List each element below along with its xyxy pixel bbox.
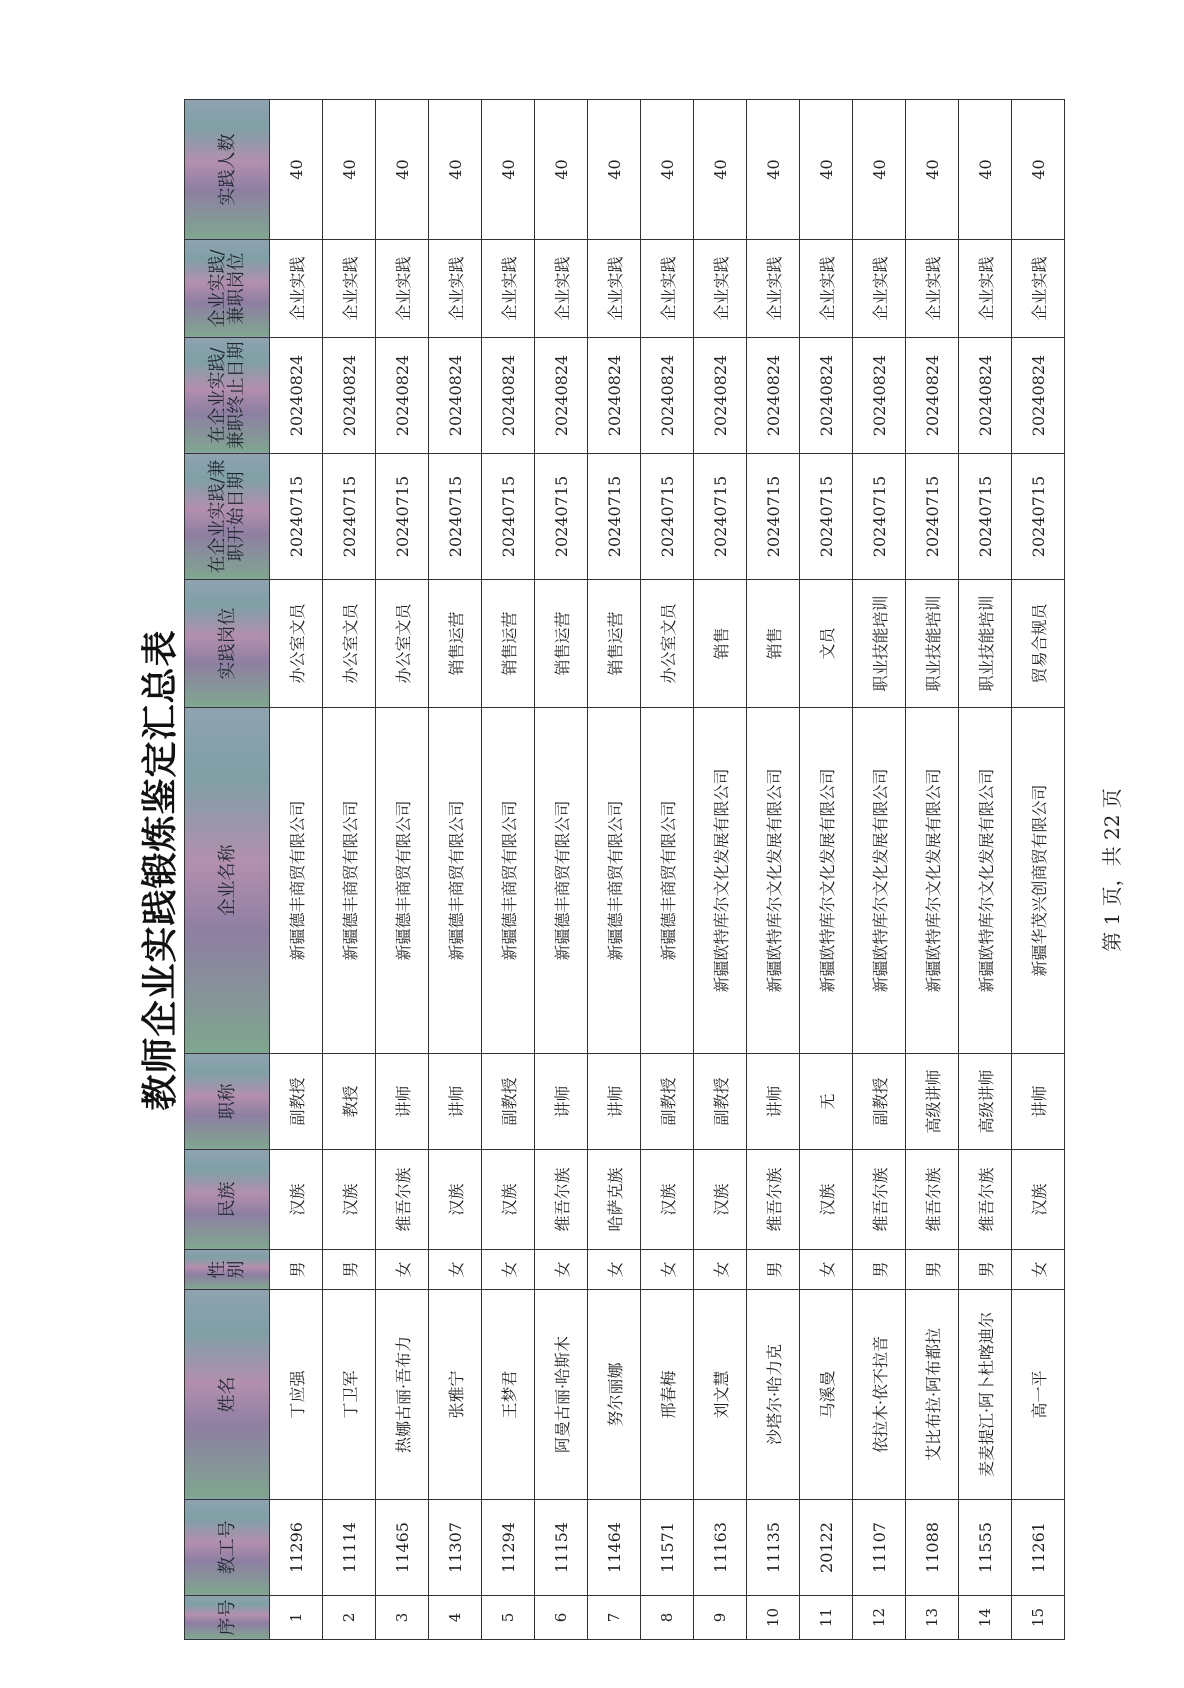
cell-emp-id: 11296 <box>270 1500 323 1596</box>
cell-gender: 女 <box>482 1250 535 1290</box>
cell-post: 企业实践 <box>323 240 376 338</box>
table-body <box>270 100 1065 1640</box>
cell-company: 新疆欧特库尔文化发展有限公司 <box>694 708 747 1054</box>
cell-idx: 5 <box>482 1596 535 1640</box>
cell-position: 销售运营 <box>588 580 641 708</box>
cell-start: 20240715 <box>694 454 747 580</box>
cell-end: 20240824 <box>482 338 535 454</box>
cell-ethnicity: 维吾尔族 <box>906 1150 959 1250</box>
cell-company: 新疆华茂兴创商贸有限公司 <box>1012 708 1065 1054</box>
table-row <box>270 100 323 1640</box>
cell-position: 销售 <box>747 580 800 708</box>
cell-idx: 13 <box>906 1596 959 1640</box>
cell-post: 企业实践 <box>429 240 482 338</box>
cell-company: 新疆德丰商贸有限公司 <box>376 708 429 1054</box>
table-row <box>800 100 853 1640</box>
cell-start: 20240715 <box>1012 454 1065 580</box>
cell-end: 20240824 <box>694 338 747 454</box>
cell-start: 20240715 <box>906 454 959 580</box>
cell-company: 新疆德丰商贸有限公司 <box>429 708 482 1054</box>
cell-company: 新疆欧特库尔文化发展有限公司 <box>853 708 906 1054</box>
cell-emp-id: 11135 <box>747 1500 800 1596</box>
cell-position: 职业技能培训 <box>906 580 959 708</box>
table-row <box>853 100 906 1640</box>
cell-gender: 女 <box>800 1250 853 1290</box>
cell-post: 企业实践 <box>853 240 906 338</box>
cell-idx: 2 <box>323 1596 376 1640</box>
page-footer: 第 1 页，共 22 页 <box>1100 788 1124 952</box>
cell-emp-id: 11163 <box>694 1500 747 1596</box>
cell-company: 新疆德丰商贸有限公司 <box>482 708 535 1054</box>
cell-start: 20240715 <box>959 454 1012 580</box>
table-row <box>1012 100 1065 1640</box>
cell-name: 阿曼古丽·哈斯木 <box>535 1290 588 1500</box>
cell-title: 副教授 <box>694 1054 747 1150</box>
cell-position: 销售运营 <box>482 580 535 708</box>
cell-idx: 3 <box>376 1596 429 1640</box>
cell-title: 讲师 <box>429 1054 482 1150</box>
cell-ethnicity: 哈萨克族 <box>588 1150 641 1250</box>
cell-ethnicity: 汉族 <box>641 1150 694 1250</box>
cell-start: 20240715 <box>482 454 535 580</box>
cell-company: 新疆德丰商贸有限公司 <box>270 708 323 1054</box>
cell-ethnicity: 汉族 <box>800 1150 853 1250</box>
cell-post: 企业实践 <box>588 240 641 338</box>
cell-name: 马溪曼 <box>800 1290 853 1500</box>
cell-ethnicity: 维吾尔族 <box>747 1150 800 1250</box>
cell-count: 40 <box>535 100 588 240</box>
cell-count: 40 <box>323 100 376 240</box>
table-row <box>482 100 535 1640</box>
cell-post: 企业实践 <box>959 240 1012 338</box>
cell-end: 20240824 <box>747 338 800 454</box>
cell-ethnicity: 汉族 <box>323 1150 376 1250</box>
cell-name: 热娜古丽·吾布力 <box>376 1290 429 1500</box>
cell-title: 讲师 <box>535 1054 588 1150</box>
cell-name: 邢春梅 <box>641 1290 694 1500</box>
cell-idx: 4 <box>429 1596 482 1640</box>
cell-gender: 女 <box>535 1250 588 1290</box>
cell-gender: 男 <box>906 1250 959 1290</box>
header-name: 姓名 <box>185 1290 270 1500</box>
cell-start: 20240715 <box>747 454 800 580</box>
cell-position: 办公室文员 <box>376 580 429 708</box>
cell-emp-id: 11294 <box>482 1500 535 1596</box>
cell-ethnicity: 汉族 <box>270 1150 323 1250</box>
cell-emp-id: 11107 <box>853 1500 906 1596</box>
cell-position: 职业技能培训 <box>959 580 1012 708</box>
cell-end: 20240824 <box>906 338 959 454</box>
cell-end: 20240824 <box>853 338 906 454</box>
cell-idx: 1 <box>270 1596 323 1640</box>
cell-company: 新疆欧特库尔文化发展有限公司 <box>959 708 1012 1054</box>
header-ethnicity: 民族 <box>185 1150 270 1250</box>
table-row <box>535 100 588 1640</box>
cell-name: 沙塔尔·哈力克 <box>747 1290 800 1500</box>
cell-count: 40 <box>270 100 323 240</box>
cell-idx: 7 <box>588 1596 641 1640</box>
cell-emp-id: 11114 <box>323 1500 376 1596</box>
cell-end: 20240824 <box>376 338 429 454</box>
cell-end: 20240824 <box>1012 338 1065 454</box>
cell-idx: 12 <box>853 1596 906 1640</box>
table-row <box>641 100 694 1640</box>
cell-post: 企业实践 <box>641 240 694 338</box>
cell-start: 20240715 <box>641 454 694 580</box>
cell-gender: 女 <box>641 1250 694 1290</box>
cell-end: 20240824 <box>588 338 641 454</box>
cell-company: 新疆欧特库尔文化发展有限公司 <box>747 708 800 1054</box>
cell-count: 40 <box>853 100 906 240</box>
cell-count: 40 <box>694 100 747 240</box>
cell-count: 40 <box>376 100 429 240</box>
cell-start: 20240715 <box>800 454 853 580</box>
cell-post: 企业实践 <box>482 240 535 338</box>
header-start-date: 在企业实践/兼职开始日期 <box>185 454 270 580</box>
table-row <box>588 100 641 1640</box>
cell-ethnicity: 维吾尔族 <box>959 1150 1012 1250</box>
table-row <box>376 100 429 1640</box>
cell-position: 销售运营 <box>535 580 588 708</box>
cell-name: 刘文慧 <box>694 1290 747 1500</box>
header-company: 企业名称 <box>185 708 270 1054</box>
cell-position: 办公室文员 <box>270 580 323 708</box>
cell-gender: 男 <box>323 1250 376 1290</box>
cell-name: 努尔丽娜 <box>588 1290 641 1500</box>
cell-emp-id: 20122 <box>800 1500 853 1596</box>
cell-start: 20240715 <box>588 454 641 580</box>
cell-name: 高一平 <box>1012 1290 1065 1500</box>
cell-gender: 男 <box>853 1250 906 1290</box>
cell-start: 20240715 <box>535 454 588 580</box>
cell-position: 办公室文员 <box>323 580 376 708</box>
page-title: 教师企业实践锻炼鉴定汇总表 <box>139 629 181 1111</box>
cell-count: 40 <box>959 100 1012 240</box>
cell-idx: 15 <box>1012 1596 1065 1640</box>
cell-end: 20240824 <box>959 338 1012 454</box>
cell-post: 企业实践 <box>747 240 800 338</box>
cell-start: 20240715 <box>270 454 323 580</box>
cell-gender: 男 <box>270 1250 323 1290</box>
cell-title: 高级讲师 <box>906 1054 959 1150</box>
rotated-sheet <box>140 100 1140 1640</box>
summary-table <box>184 99 1065 1640</box>
cell-emp-id: 11555 <box>959 1500 1012 1596</box>
cell-count: 40 <box>641 100 694 240</box>
cell-name: 丁应强 <box>270 1290 323 1500</box>
cell-count: 40 <box>1012 100 1065 240</box>
cell-company: 新疆德丰商贸有限公司 <box>323 708 376 1054</box>
cell-ethnicity: 维吾尔族 <box>853 1150 906 1250</box>
cell-post: 企业实践 <box>800 240 853 338</box>
cell-emp-id: 11464 <box>588 1500 641 1596</box>
cell-title: 讲师 <box>588 1054 641 1150</box>
cell-title: 副教授 <box>482 1054 535 1150</box>
cell-title: 高级讲师 <box>959 1054 1012 1150</box>
cell-idx: 8 <box>641 1596 694 1640</box>
cell-ethnicity: 维吾尔族 <box>535 1150 588 1250</box>
header-position: 实践岗位 <box>185 580 270 708</box>
cell-post: 企业实践 <box>376 240 429 338</box>
cell-idx: 10 <box>747 1596 800 1640</box>
cell-ethnicity: 汉族 <box>482 1150 535 1250</box>
cell-title: 副教授 <box>270 1054 323 1150</box>
header-post: 企业实践/兼职岗位 <box>185 240 270 338</box>
cell-gender: 女 <box>429 1250 482 1290</box>
header-title: 职称 <box>185 1054 270 1150</box>
cell-company: 新疆德丰商贸有限公司 <box>641 708 694 1054</box>
header-end-date: 在企业实践/兼职终止日期 <box>185 338 270 454</box>
cell-count: 40 <box>429 100 482 240</box>
header-row <box>185 100 270 1640</box>
cell-post: 企业实践 <box>906 240 959 338</box>
cell-start: 20240715 <box>429 454 482 580</box>
cell-name: 丁卫军 <box>323 1290 376 1500</box>
cell-idx: 6 <box>535 1596 588 1640</box>
cell-emp-id: 11307 <box>429 1500 482 1596</box>
cell-position: 销售运营 <box>429 580 482 708</box>
cell-emp-id: 11154 <box>535 1500 588 1596</box>
cell-company: 新疆欧特库尔文化发展有限公司 <box>800 708 853 1054</box>
cell-title: 讲师 <box>747 1054 800 1150</box>
cell-ethnicity: 汉族 <box>429 1150 482 1250</box>
cell-title: 无 <box>800 1054 853 1150</box>
cell-ethnicity: 汉族 <box>1012 1150 1065 1250</box>
cell-idx: 11 <box>800 1596 853 1640</box>
cell-end: 20240824 <box>323 338 376 454</box>
cell-title: 副教授 <box>853 1054 906 1150</box>
cell-name: 麦麦提江·阿卜杜喀迪尔 <box>959 1290 1012 1500</box>
cell-emp-id: 11261 <box>1012 1500 1065 1596</box>
cell-ethnicity: 维吾尔族 <box>376 1150 429 1250</box>
cell-start: 20240715 <box>323 454 376 580</box>
cell-position: 文员 <box>800 580 853 708</box>
cell-position: 职业技能培训 <box>853 580 906 708</box>
cell-title: 讲师 <box>1012 1054 1065 1150</box>
cell-gender: 男 <box>959 1250 1012 1290</box>
header-count: 实践人数 <box>185 100 270 240</box>
cell-gender: 女 <box>376 1250 429 1290</box>
table-row <box>747 100 800 1640</box>
cell-count: 40 <box>482 100 535 240</box>
cell-title: 教授 <box>323 1054 376 1150</box>
table-row <box>906 100 959 1640</box>
table-row <box>694 100 747 1640</box>
cell-count: 40 <box>906 100 959 240</box>
table-row <box>323 100 376 1640</box>
cell-end: 20240824 <box>641 338 694 454</box>
cell-company: 新疆德丰商贸有限公司 <box>588 708 641 1054</box>
cell-start: 20240715 <box>376 454 429 580</box>
cell-position: 销售 <box>694 580 747 708</box>
cell-name: 王梦君 <box>482 1290 535 1500</box>
cell-post: 企业实践 <box>535 240 588 338</box>
cell-title: 副教授 <box>641 1054 694 1150</box>
cell-post: 企业实践 <box>694 240 747 338</box>
cell-post: 企业实践 <box>270 240 323 338</box>
cell-gender: 女 <box>588 1250 641 1290</box>
table-row <box>429 100 482 1640</box>
cell-end: 20240824 <box>800 338 853 454</box>
cell-name: 依拉木·依不拉音 <box>853 1290 906 1500</box>
cell-end: 20240824 <box>270 338 323 454</box>
cell-position: 贸易合规员 <box>1012 580 1065 708</box>
cell-name: 艾比布拉·阿布都拉 <box>906 1290 959 1500</box>
cell-ethnicity: 汉族 <box>694 1150 747 1250</box>
cell-count: 40 <box>588 100 641 240</box>
cell-idx: 9 <box>694 1596 747 1640</box>
cell-company: 新疆德丰商贸有限公司 <box>535 708 588 1054</box>
cell-end: 20240824 <box>429 338 482 454</box>
cell-emp-id: 11571 <box>641 1500 694 1596</box>
cell-company: 新疆欧特库尔文化发展有限公司 <box>906 708 959 1054</box>
header-gender: 性别 <box>185 1250 270 1290</box>
header-idx: 序号 <box>185 1596 270 1640</box>
cell-gender: 女 <box>1012 1250 1065 1290</box>
cell-end: 20240824 <box>535 338 588 454</box>
header-emp-id: 教工号 <box>185 1500 270 1596</box>
cell-emp-id: 11088 <box>906 1500 959 1596</box>
cell-name: 张雅宁 <box>429 1290 482 1500</box>
cell-post: 企业实践 <box>1012 240 1065 338</box>
table-row <box>959 100 1012 1640</box>
cell-title: 讲师 <box>376 1054 429 1150</box>
cell-position: 办公室文员 <box>641 580 694 708</box>
cell-idx: 14 <box>959 1596 1012 1640</box>
cell-gender: 男 <box>747 1250 800 1290</box>
cell-count: 40 <box>800 100 853 240</box>
cell-emp-id: 11465 <box>376 1500 429 1596</box>
cell-count: 40 <box>747 100 800 240</box>
cell-start: 20240715 <box>853 454 906 580</box>
cell-gender: 女 <box>694 1250 747 1290</box>
